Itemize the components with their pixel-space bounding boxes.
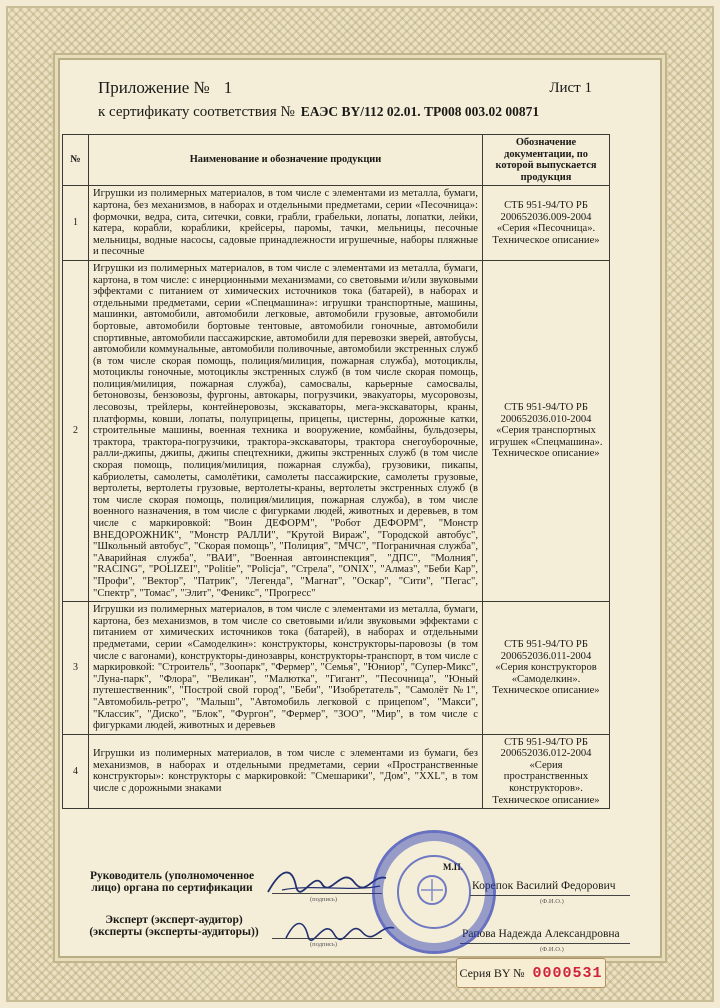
table-row (63, 734, 610, 809)
sheet-number: Лист 1 (549, 80, 592, 96)
stamp-mark: М.П. (443, 862, 463, 872)
product-description: Игрушки из полимерных материалов, в том числе с элементами из металла, бумаги, картона, без механизмов, в том числе со световыми и/или звуковыми эффектами с питанием от химических источников тока (батарей), в наборах и отдельными предметами, серии «Самоделкин»: конструкторы, конструкторы-паровозы (в том числе с вагонами), конструкторы-динозавры, конструкторы-транспорт, в том числе с маркировкой: "Строитель", "Зоопарк", "Фермер", "Семья", "Юниор", "Супер-Микс", "Луна-парк", "Флора", "Великан", "Малютка", "Гигант", "Песочница", "Юный путешественник", "Построй свой город", "Беби", "Изобретатель", "Самолёт №1", "Автомобиль-ретро", "Малыш", "Автомобиль легковой с прицепом", "Макси", "Классик", "Диско", "Блок", "Фургон", "Фермер", "ЗОО", "Мир", в том числе с фигурками людей, животных и деревьев (89, 602, 483, 735)
row-number: 1 (63, 186, 89, 261)
col-doc-header: Обозначение документации, по которой выпускается продукция (483, 135, 610, 186)
table-row (63, 260, 610, 601)
product-documentation: СТБ 951-94/ТО РБ 200652036.012-2004 «Серия пространственных конструкторов». Техническое описание» (483, 734, 610, 809)
expert-name: Рапова Надежда Александровна (462, 928, 620, 940)
seal-emblem-icon (409, 867, 455, 913)
row-number: 2 (63, 260, 89, 601)
appendix-title (98, 78, 232, 98)
fio-hint: (Ф.И.О.) (540, 946, 564, 953)
product-documentation: СТБ 951-94/ТО РБ 200652036.011-2004 «Серия конструкторов «Самоделкин». Техническое описание» (483, 602, 610, 735)
product-description: Игрушки из полимерных материалов, в том числе с элементами из металла, бумаги, картона, в том числе: с инерционными механизмами, со световыми и/или звуковыми эффектами с питанием от химических источников тока (батарей), в наборах и отдельными предметами, серии «Спецмашина»: игрушки транспортные, машины, машинки, автомобили, автомобили легковые, автомобили грузовые, автомобили бортовые, автомобили бортовые тентовые, автомобили гоночные, автомобили спортивные, автомобили пассажирские, автомобили для перевозки зверей, автобусы, автомобили коммунальные, автомобили поливочные, автомобили экстренных служб (в том числе скорая помощь, полиция/милиция, пожарная служба), мотоциклы, мотоциклы гоночные, мотоциклы экстренных служб (в том числе скорая помощь, полиция/милиция, пожарная служба), самосвалы, карьерные самосвалы, бетоновозы, бензовозы, фургоны, автокары, погрузчики, эвакуаторы, мусоровозы, лесовозы, трейлеры, контейнеровозы, экскаваторы, мега-экскаваторы, краны, платформы, ковши, лопаты, полуприцепы, прицепы, цистерны, дорожные катки, строительные машины, военная техника и вооружение, комбайны, бульдозеры, трактора, трактора-погрузчики, трактора-экскаваторы, трактора снегоуборочные, ралли-джипы, джипы, джипы спецтехники, джипы экстренных служб (в том числе скорая помощь, полиция/милиция, пожарная служба), грузовики, пикапы, кабриолеты, самолеты, самолётики, самолеты пассажирские, самолеты грузовые, вертолеты, вертолеты грузовые, вертолеты-краны, вертолеты экстренных служб (в том числе скорая помощь, полиция/милиция, пожарная служба), в том числе военного назначения, в том числе с фигурками людей, животных и деревьев, в том числе с маркировкой: "Воин ДЕФОРМ", "Робот ДЕФОРМ", "Монстр ВНЕДОРОЖНИК", "Монстр РАЛЛИ", "Крутой Вираж", "Городской автобус", "Школьный автобус", "Скорая помощь", "Полиция", "МЧС", "Пограничная служба", "Аварийная служба", "ВАИ", "Военная автоинспекция", "ДПС", "Молния", "RACING", "POLIZEI", "Politie", "Policja", "Стрела", "ONIX", "Алмаз", "Беби Кар", "Профи", "Вектор", "Патрик", "Легенда", "Магнат", "Оскар", "Сити", "Пегас", "Спектр", "Томас", "Элит", "Феникс", "Прогресс" (89, 260, 483, 601)
product-description: Игрушки из полимерных материалов, в том числе с элементами из бумаги, без механизмов, в наборах и отдельными предметами, серии «Пространственные конструкторы»: конструкторы с маркировкой: "Смешарики", "Дом", "XXL", в том числе с дорожными знаками (89, 734, 483, 809)
certificate-reference (98, 104, 539, 121)
expert-label: Эксперт (эксперт-аудитор) (эксперты (эксперты-аудиторы)) (89, 914, 259, 938)
name-line (460, 943, 630, 944)
serial-number: 0000531 (532, 964, 603, 982)
round-seal (372, 830, 496, 954)
table-header-row (63, 135, 610, 186)
fio-hint: (Ф.И.О.) (540, 898, 564, 905)
appendix-number: 1 (223, 78, 233, 97)
head-name: Корепок Василий Федорович (472, 880, 616, 892)
certificate-number: ЕАЭС BY/112 02.01. ТР008 003.02 00871 (300, 104, 540, 119)
table-row (63, 186, 610, 261)
signature-hint: (подпись) (310, 941, 337, 948)
col-name-header: Наименование и обозначение продукции (89, 135, 483, 186)
row-number: 4 (63, 734, 89, 809)
product-documentation: СТБ 951-94/ТО РБ 200652036.009-2004 «Серия «Песочница». Техническое описание» (483, 186, 610, 261)
certificate-reference-label: к сертификату соответствия № (98, 104, 295, 120)
serial-number-box (456, 958, 606, 988)
table-row (63, 602, 610, 735)
row-number: 3 (63, 602, 89, 735)
product-documentation: СТБ 951-94/ТО РБ 200652036.010-2004 «Серия транспортных игрушек «Спецмашина». Техническое описание» (483, 260, 610, 601)
appendix-title-text: Приложение № (98, 78, 210, 97)
head-of-certification-label: Руководитель (уполномоченное лицо) органа по сертификации (89, 870, 255, 894)
serial-label: Серия BY № (459, 965, 525, 980)
product-description: Игрушки из полимерных материалов, в том числе с элементами из металла, бумаги, картона, без механизмов, в наборах и отдельными предметами, серии «Песочница»: формочки, ведра, сита, ситечки, совки, грабли, грабельки, лопаты, лопатки, лейки, катера, корабли, кораблики, крейсеры, паромы, тачки, мельницы, песочные мельницы, водные насосы, садовые принадлежности игрушечные, наборы пляжные и песочные (89, 186, 483, 261)
signature-hint: (подпись) (310, 896, 337, 903)
col-number-header: № (63, 135, 89, 186)
products-table (62, 134, 610, 809)
